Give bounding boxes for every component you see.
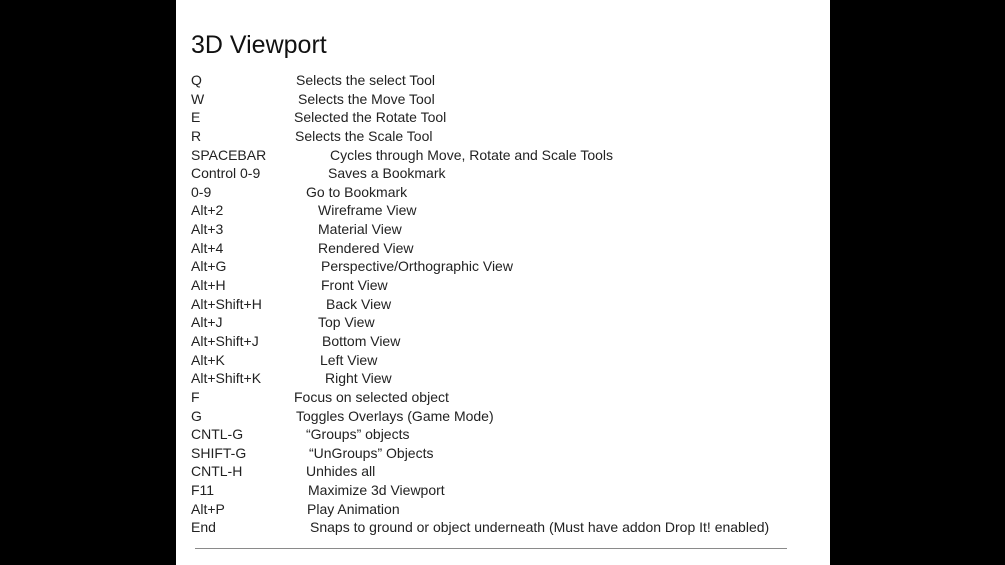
shortcut-action: Selects the Scale Tool xyxy=(295,127,433,144)
shortcut-row xyxy=(191,425,821,444)
shortcut-row xyxy=(191,332,821,351)
shortcut-key: Alt+Shift+H xyxy=(191,295,262,312)
shortcut-action: Saves a Bookmark xyxy=(328,165,446,182)
shortcut-row xyxy=(191,146,821,165)
shortcut-action: Left View xyxy=(320,351,378,368)
bottom-divider xyxy=(195,548,787,549)
shortcut-key: Alt+Shift+K xyxy=(191,370,262,387)
shortcut-action: Snaps to ground or object underneath (Must have addon Drop It! enabled) xyxy=(310,519,770,536)
shortcut-key: Q xyxy=(191,72,202,88)
shortcut-action: Focus on selected object xyxy=(294,388,449,405)
shortcut-key: Alt+P xyxy=(191,500,225,517)
shortcut-key: End xyxy=(191,519,216,536)
shortcut-row xyxy=(191,518,821,537)
shortcut-key: W xyxy=(191,90,205,107)
shortcut-key: F11 xyxy=(191,482,215,499)
shortcut-row xyxy=(191,462,821,481)
shortcut-action: Maximize 3d Viewport xyxy=(308,482,445,499)
page-title: 3D Viewport xyxy=(191,31,327,59)
shortcut-row xyxy=(191,481,821,500)
shortcut-action: Bottom View xyxy=(322,332,401,349)
shortcut-action: Wireframe View xyxy=(318,202,417,219)
shortcut-row xyxy=(191,108,821,127)
shortcut-key: Alt+3 xyxy=(191,221,224,238)
shortcut-key: Control 0-9 xyxy=(191,165,261,182)
shortcut-key: Alt+K xyxy=(191,351,225,368)
shortcut-key: Alt+J xyxy=(191,314,223,331)
shortcut-action: Back View xyxy=(326,295,392,312)
shortcut-key: CNTL-H xyxy=(191,463,243,480)
shortcut-key: Alt+Shift+J xyxy=(191,332,259,349)
shortcut-action: Selects the select Tool xyxy=(296,72,436,88)
shortcut-action: Go to Bookmark xyxy=(306,183,408,200)
shortcut-action: Material View xyxy=(318,221,402,238)
shortcut-row xyxy=(191,257,821,276)
shortcut-row xyxy=(191,444,821,463)
shortcut-action: Rendered View xyxy=(318,239,414,256)
shortcut-action: Selected the Rotate Tool xyxy=(294,109,447,126)
shortcut-key: Alt+H xyxy=(191,277,226,294)
shortcut-row xyxy=(191,313,821,332)
shortcut-key: E xyxy=(191,109,201,126)
shortcut-action: Cycles through Move, Rotate and Scale Tools xyxy=(330,146,614,163)
shortcut-row xyxy=(191,71,821,90)
shortcut-row xyxy=(191,201,821,220)
shortcut-row xyxy=(191,183,821,202)
shortcut-row xyxy=(191,351,821,370)
shortcut-key: R xyxy=(191,127,202,144)
slide xyxy=(176,0,830,565)
shortcut-key: SHIFT-G xyxy=(191,444,247,461)
shortcut-action: Right View xyxy=(325,370,392,387)
shortcut-row xyxy=(191,239,821,258)
shortcut-row xyxy=(191,388,821,407)
shortcut-key: G xyxy=(191,407,202,424)
shortcut-key: Alt+G xyxy=(191,258,227,275)
shortcut-row xyxy=(191,407,821,426)
shortcut-key: Alt+2 xyxy=(191,202,224,219)
shortcut-action: Toggles Overlays (Game Mode) xyxy=(296,407,494,424)
shortcut-row xyxy=(191,369,821,388)
shortcut-action: Front View xyxy=(321,277,388,294)
shortcut-row xyxy=(191,295,821,314)
shortcut-key: F xyxy=(191,388,200,405)
shortcut-action: Perspective/Orthographic View xyxy=(321,258,513,275)
shortcut-row xyxy=(191,276,821,295)
shortcut-row xyxy=(191,127,821,146)
shortcut-row xyxy=(191,500,821,519)
shortcut-key: Alt+4 xyxy=(191,239,224,256)
shortcut-action: “Groups” objects xyxy=(306,426,410,443)
shortcut-key: CNTL-G xyxy=(191,426,244,443)
shortcut-action: Unhides all xyxy=(306,463,376,480)
shortcut-action: Play Animation xyxy=(307,500,400,517)
shortcut-row xyxy=(191,164,821,183)
shortcut-list xyxy=(191,71,821,537)
shortcut-action: Top View xyxy=(318,314,375,331)
shortcut-key: SPACEBAR xyxy=(191,146,267,163)
shortcut-row xyxy=(191,220,821,239)
shortcut-action: “UnGroups” Objects xyxy=(309,444,434,461)
shortcut-action: Selects the Move Tool xyxy=(298,90,435,107)
shortcut-row xyxy=(191,90,821,109)
shortcut-key: 0-9 xyxy=(191,183,212,200)
